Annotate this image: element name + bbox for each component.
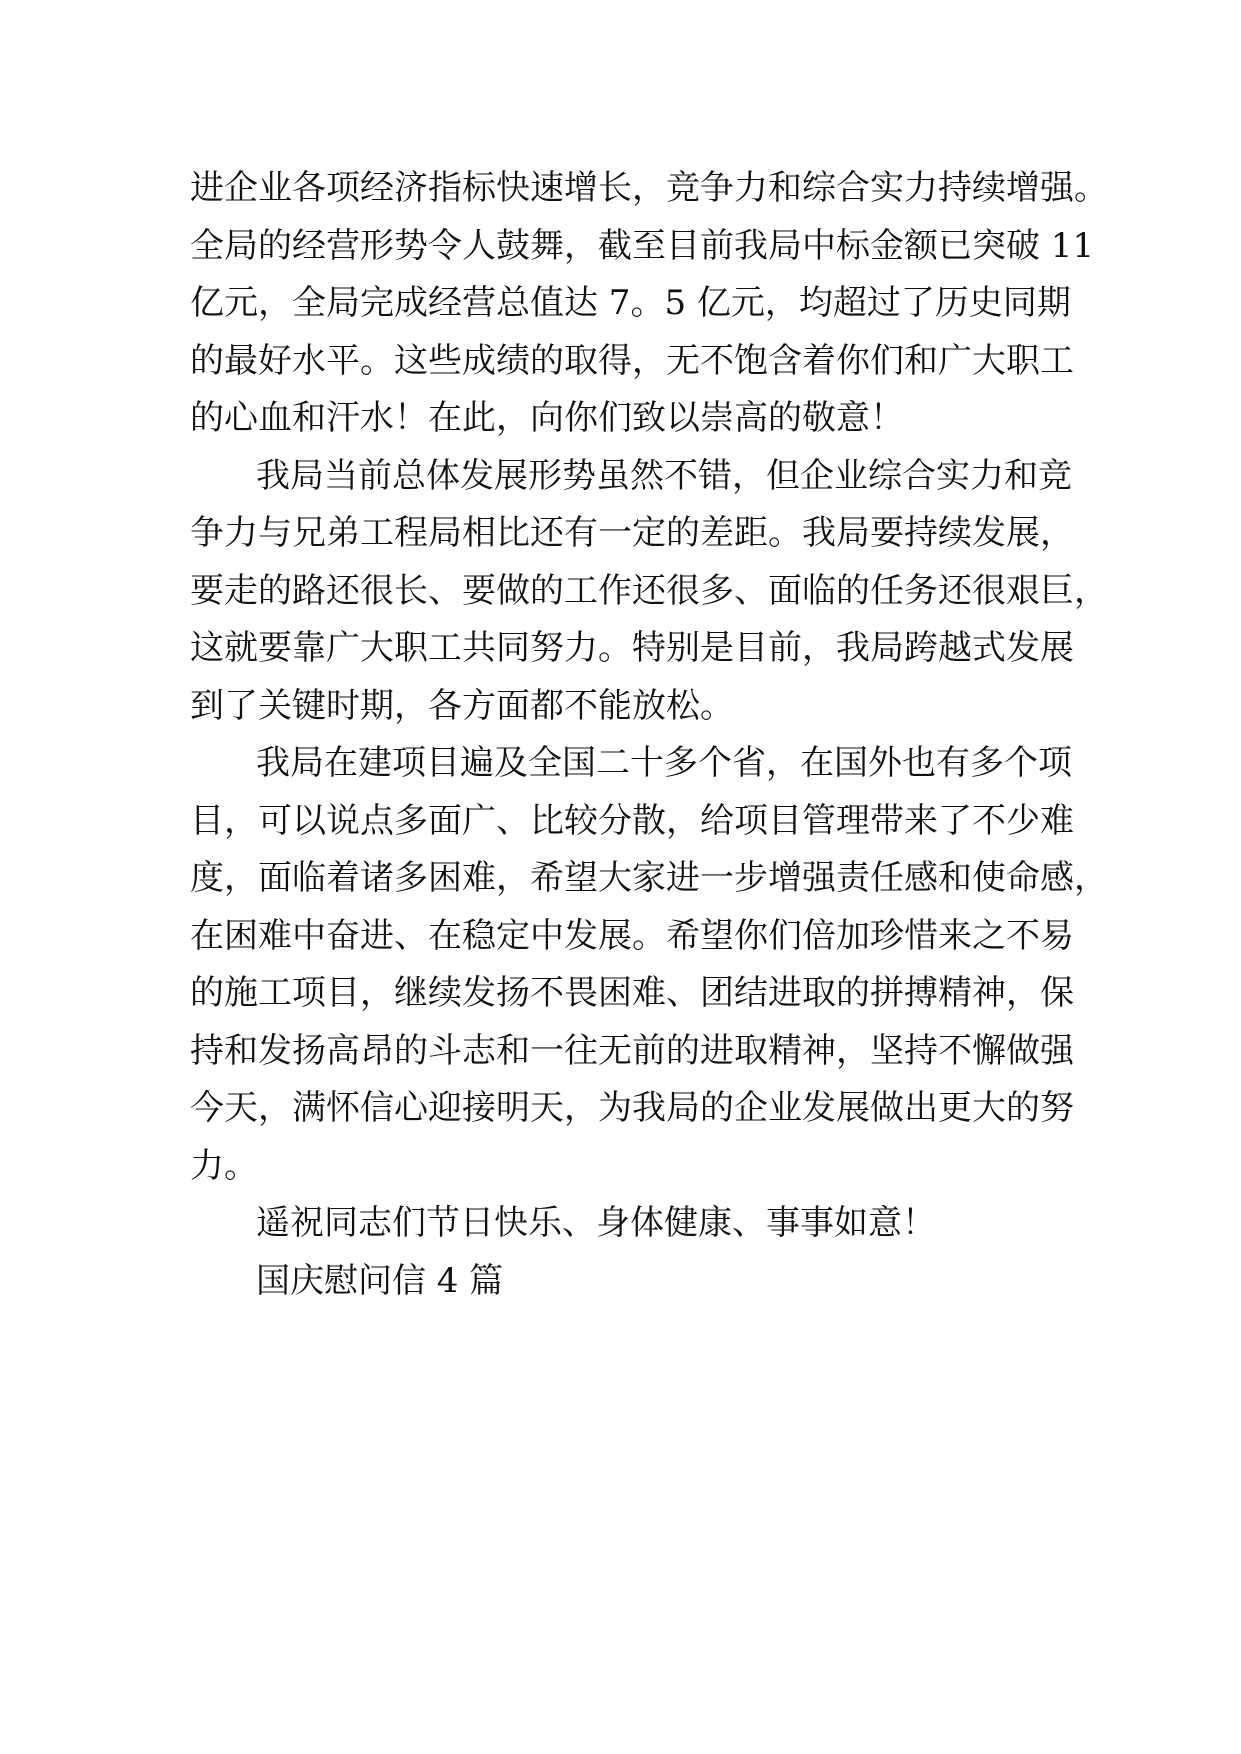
text-line: 目，可以说点多面广、比较分散，给项目管理带来了不少难 <box>190 800 1074 841</box>
text-line: 进企业各项经济指标快速增长，竞争力和综合实力持续增强。 <box>190 168 1108 208</box>
text-line: 亿元，全局完成经营总值达 7。5 亿元，均超过了历史同期 <box>190 283 1071 323</box>
text-line: 争力与兄弟工程局相比还有一定的差距。我局要持续发展， <box>190 513 1074 553</box>
text-line: 这就要靠广大职工共同努力。特别是目前，我局跨越式发展 <box>190 628 1074 668</box>
text-line: 度，面临着诸多困难，希望大家进一步增强责任感和使命感， <box>190 858 1108 898</box>
text-line: 持和发扬高昂的斗志和一往无前的进取精神，坚持不懈做强 <box>190 1030 1074 1071</box>
text-line: 到了关键时期，各方面都不能放松。 <box>190 685 734 726</box>
paragraph-first-line: 我局在建项目遍及全国二十多个省，在国外也有多个项 <box>256 743 1072 783</box>
text-line: 力。 <box>190 1145 258 1186</box>
text-line: 的施工项目，继续发扬不畏困难、团结进取的拼搏精神，保 <box>190 973 1074 1013</box>
text-line: 的心血和汗水！在此，向你们致以崇高的敬意！ <box>190 398 904 438</box>
text-line: 今天，满怀信心迎接明天，为我局的企业发展做出更大的努 <box>190 1088 1074 1128</box>
closing-wishes: 遥祝同志们节日快乐、身体健康、事事如意！ <box>256 1203 936 1243</box>
document-body <box>190 160 1108 1310</box>
text-line: 在困难中奋进、在稳定中发展。希望你们倍加珍惜来之不易 <box>190 915 1074 956</box>
text-line: 要走的路还很长、要做的工作还很多、面临的任务还很艰巨， <box>190 570 1108 611</box>
text-line: 全局的经营形势令人鼓舞，截至目前我局中标金额已突破 11 <box>190 225 1095 266</box>
paragraph-first-line: 我局当前总体发展形势虽然不错，但企业综合实力和竞 <box>256 455 1072 496</box>
text-line: 的最好水平。这些成绩的取得，无不饱含着你们和广大职工 <box>190 340 1074 381</box>
section-title: 国庆慰问信 4 篇 <box>256 1260 504 1301</box>
